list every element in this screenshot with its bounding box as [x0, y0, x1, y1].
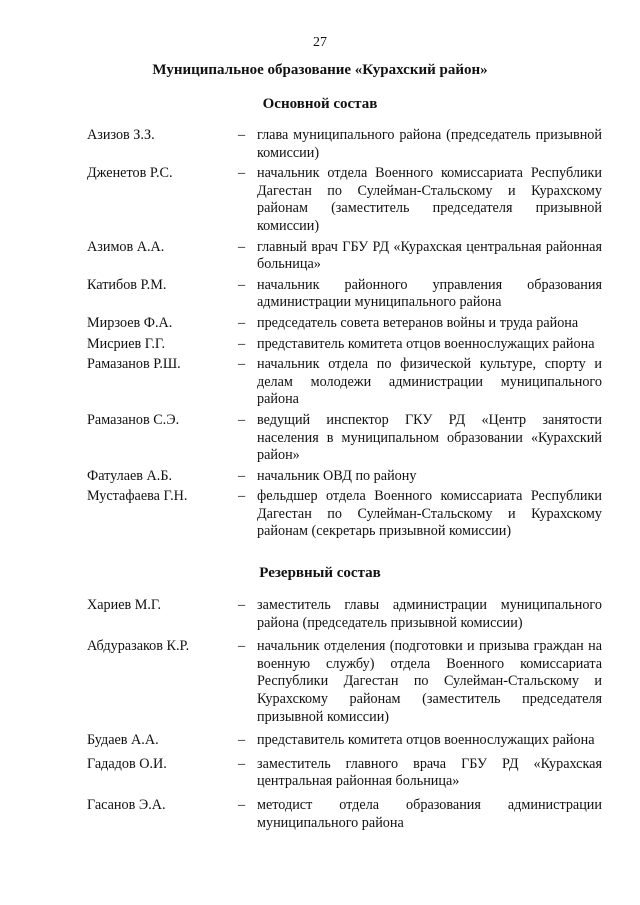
dash-separator: –: [238, 165, 246, 182]
member-entry: [87, 239, 602, 274]
member-name: Абдуразаков К.Р.: [87, 638, 190, 655]
member-role: начальник районного управления образования администрации муниципального района: [257, 276, 602, 311]
member-name: Мирзоев Ф.А.: [87, 314, 173, 331]
dash-separator: –: [238, 411, 246, 428]
member-name: Гададов О.И.: [87, 755, 167, 772]
member-role: председатель совета ветеранов войны и труда района: [257, 314, 579, 331]
dash-separator: –: [238, 356, 246, 373]
member-entry: [87, 165, 602, 235]
member-name: Мисриев Г.Г.: [87, 335, 166, 352]
member-entry: [87, 315, 602, 333]
dash-separator: –: [238, 238, 246, 255]
member-role: начальник ОВД по району: [257, 467, 417, 484]
member-name: Азизов З.З.: [87, 127, 155, 143]
member-role: начальник отделения (подготовки и призыва граждан на военную службу) отдела Военного комиссариата Республики Дагестан по Сулейман-Стальскому и Курахскому районам (заместитель председателя призывной комиссии): [257, 638, 602, 725]
member-entry: [87, 412, 602, 465]
member-role: методист отдела образования администрации муниципального района: [257, 796, 602, 831]
member-entry: [87, 277, 602, 312]
dash-separator: –: [238, 467, 246, 484]
reserve-members-list: [87, 597, 602, 832]
member-role: начальник отдела по физической культуре, спорту и делам молодежи администрации муниципального района: [257, 356, 602, 408]
member-entry: [87, 797, 602, 832]
dash-separator: –: [238, 127, 246, 143]
member-name: Рамазанов С.Э.: [87, 411, 180, 428]
member-name: Азимов А.А.: [87, 238, 165, 255]
member-role: представитель комитета отцов военнослужащих района: [257, 335, 595, 352]
dash-separator: –: [238, 276, 246, 293]
member-name: Гасанов Э.А.: [87, 796, 166, 813]
main-section-title: Основной состав: [262, 96, 378, 112]
member-role: заместитель главного врача ГБУ РД «Курахская центральная районная больница»: [257, 755, 602, 790]
member-entry: [87, 356, 602, 409]
page-number: 27: [313, 35, 327, 50]
member-name: Мустафаева Г.Н.: [87, 488, 188, 505]
dash-separator: –: [238, 796, 246, 813]
member-entry: [87, 468, 602, 486]
member-entry: [87, 336, 602, 354]
member-entry: [87, 488, 602, 541]
member-name: Хариев М.Г.: [87, 597, 162, 613]
member-role: начальник отдела Военного комиссариата Республики Дагестан по Сулейман-Стальскому и Курахскому районам (заместитель председателя призывной комиссии): [257, 165, 602, 234]
member-role: ведущий инспектор ГКУ РД «Центр занятости населения в муниципальном образовании «Курахский район»: [257, 411, 602, 464]
member-entry: [87, 127, 602, 162]
member-name: Будаев А.А.: [87, 732, 159, 749]
member-name: Катибов Р.М.: [87, 276, 167, 293]
reserve-section-title: Резервный состав: [259, 565, 381, 581]
member-role: главный врач ГБУ РД «Курахская центральная районная больница»: [257, 238, 602, 273]
dash-separator: –: [238, 732, 246, 749]
member-entry: [87, 597, 602, 632]
member-role: глава муниципального района (председатель призывной комиссии): [257, 127, 602, 161]
member-role: заместитель главы администрации муниципального района (председатель призывной комиссии): [257, 597, 602, 631]
member-role: представитель комитета отцов военнослужащих района: [257, 732, 595, 749]
document-title: Муниципальное образование «Курахский район»: [152, 62, 488, 78]
member-name: Дженетов Р.С.: [87, 165, 173, 182]
member-entry: [87, 756, 602, 791]
member-entry: [87, 638, 602, 726]
dash-separator: –: [238, 597, 246, 613]
member-role: фельдшер отдела Военного комиссариата Республики Дагестан по Сулейман-Стальскому и Курахскому районам (секретарь призывной комиссии): [257, 488, 602, 540]
dash-separator: –: [238, 314, 246, 331]
dash-separator: –: [238, 638, 246, 655]
dash-separator: –: [238, 488, 246, 505]
member-entry: [87, 732, 602, 750]
dash-separator: –: [238, 755, 246, 772]
member-name: Фатулаев А.Б.: [87, 467, 173, 484]
dash-separator: –: [238, 335, 246, 352]
main-members-list: [87, 127, 602, 541]
member-name: Рамазанов Р.Ш.: [87, 356, 181, 373]
